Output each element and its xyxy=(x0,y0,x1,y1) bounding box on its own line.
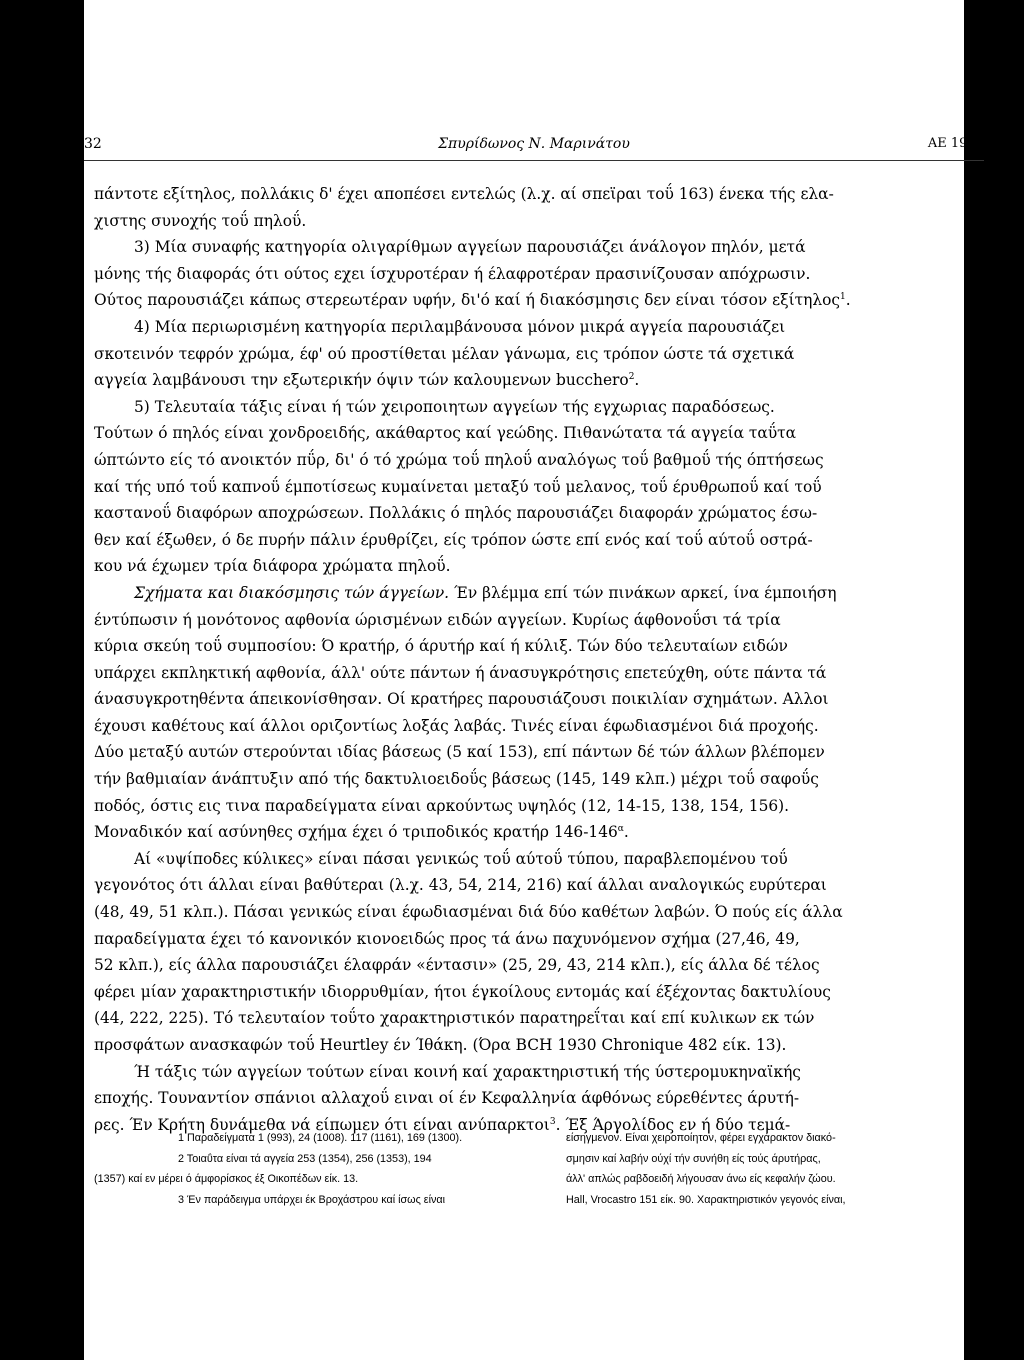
text-line: παραδείγματα έχει τό κανονικόν κιονοειδώς προς τά άνω παχυνόμενον σχήμα (27,46, 49, xyxy=(94,929,800,948)
text-line: ρες. Έν Κρήτη δυνάμεθα νά είπωμεν ότι είναι ανύπαρκτοι$^3$. Έξ Άργολίδος εν ή δύο τεμά- xyxy=(94,1115,791,1134)
text-line: (44, 222, 225). Τό τελευταίον τοΰτο χαρακτηριστικόν παρατηρεΐται καί επί κυλικων εκ τών xyxy=(94,1009,815,1028)
running-title: Σπυρίδωνος Ν. Μαρινάτου xyxy=(438,136,630,152)
footnote-line: άλλ' απλώς ραβδοειδή λήγουσαν άνω είς κεφαλήν ζώου. xyxy=(566,1173,836,1185)
main-text xyxy=(94,181,922,1138)
text-line: Ή τάξις τών αγγείων τούτων είναι κοινή καί χαρακτηριστική τής ύστερομυκηναϊκής xyxy=(134,1062,801,1081)
footnote-ref: 3 xyxy=(549,1116,556,1127)
text-line: ώπτώντο είς τό ανοικτόν πΰρ, δι' ό τό χρώμα τοΰ πηλοΰ αναλόγως τοΰ βαθμοΰ τής όπτήσεως xyxy=(94,450,824,469)
footnote-ref: 2 xyxy=(628,372,635,383)
footnotes-left-column xyxy=(94,1128,546,1210)
text-line: μόνης τής διαφοράς ότι ούτος εχει ίσχυροτέραν ή έλαφροτέραν πρασινίζουσαν απόχρωσιν. xyxy=(94,264,811,283)
text-line: Αί «υψίποδες κύλικες» είναι πάσαι γενικώς τοΰ αύτοΰ τύπου, παραβλεπομένου τοΰ xyxy=(134,849,788,868)
text-line: Ούτος παρουσιάζει κάπως στερεωτέραν υφήν, δι'ό καί ή διακόσμησις δεν είναι τόσον εξίτηλος$^1$. xyxy=(94,291,851,310)
footnote-line: 3 Έν παράδειγμα υπάρχει έκ Βροχάστρου καί ίσως είναι xyxy=(178,1193,446,1206)
text-line: έντύπωσιν ή μονότονος αφθονία ώρισμένων ειδών αγγείων. Κυρίως άφθονοΰσι τά τρία xyxy=(94,610,781,629)
text-line: υπάρχει εκπληκτική αφθονία, άλλ' ούτε πάντων ή άνασυγκρότησις επετεύχθη, ούτε πάντα τά xyxy=(94,663,827,682)
footnote-line: 1 Παραδείγματα 1 (993), 24 (1008). 117 (1161), 169 (1300). xyxy=(178,1132,463,1144)
footnote-ref: 1 xyxy=(839,292,846,303)
text-line: ποδός, όστις εις τινα παραδείγματα είναι αρκούντως υψηλός (12, 14-15, 138, 154, 156). xyxy=(94,796,790,815)
text-line: έχουσι καθέτους καί άλλοι οριζοντίως λοξάς λαβάς. Τινές είναι έφωδιασμένοι διά προχοής. xyxy=(94,716,819,735)
text-line: γεγονότος ότι άλλαι είναι βαθύτεραι (λ.χ. 43, 54, 214, 216) καί άλλαι αναλογικώς ευρύτεραι xyxy=(94,876,827,895)
footnote-line: 2 Τοιαΰτα είναι τά αγγεία 253 (1354), 256 (1353), 194 xyxy=(178,1152,432,1165)
page-number: 32 xyxy=(84,136,102,152)
footnote-line: σμησιν καί λαβήν ούχί τήν συνήθη είς τούς άρυτήρας, xyxy=(566,1152,821,1165)
text-line: Δύο μεταξύ αυτών στερούνται ιδίας βάσεως (5 καί 153), επί πάντων δέ τών άλλων βλέπομεν xyxy=(94,743,825,762)
superscript-alpha: α xyxy=(617,824,624,835)
footnote-line: είσηγμενον. Είναι χειροποίητον, φέρει εγχάρακτον διακό- xyxy=(566,1132,836,1144)
text-line: 52 κλπ.), είς άλλα παρουσιάζει έλαφράν «έντασιν» (25, 29, 43, 214 κλπ.), είς άλλα δέ τέλος xyxy=(94,956,820,975)
text-line: αγγεία λαμβάνουσι την εξωτερικήν όψιν τών καλουμενων bucchero$^2$. xyxy=(94,371,640,390)
journal-year: ΑΕ 1932 xyxy=(927,136,984,151)
running-header xyxy=(84,136,984,161)
text-line: πάντοτε εξίτηλος, πολλάκις δ' έχει αποπέσει εντελώς (λ.χ. αί σπεϊραι τοΰ 163) ένεκα τής ελα- xyxy=(94,185,834,203)
text-line: προσφάτων ανασκαφών τοΰ Heurtley έν Ίθάκη. (Όρα BCH 1930 Chronique 482 είκ. 13). xyxy=(94,1036,787,1054)
footnotes-right-column xyxy=(562,1128,922,1210)
text-line: 4) Μία περιωρισμένη κατηγορία περιλαμβάνουσα μόνον μικρά αγγεία παρουσιάζει xyxy=(134,317,786,336)
footnote-line: Hall, Vrocastro 151 είκ. 90. Χαρακτηριστικόν γεγονός είναι, xyxy=(566,1193,846,1206)
text-line: Μοναδικόν καί ασύνηθες σχήμα έχει ό τριποδικός κρατήρ $146-146^\alpha$. xyxy=(94,823,629,842)
text-line: κου νά έχωμεν τρία διάφορα χρώματα πηλοΰ. xyxy=(94,557,451,576)
text-line: Τούτων ό πηλός είναι χονδροειδής, ακάθαρτος καί γεώδης. Πιθανώτατα τά αγγεία ταΰτα xyxy=(94,424,797,443)
footnote-line: (1357) καί εν μέρει ό άμφορίσκος έξ Οικοπέδων είκ. 13. xyxy=(94,1173,359,1185)
text-line: φέρει μίαν χαρακτηριστικήν ιδιορρυθμίαν, ήτοι έγκοίλους εντομάς καί έξέχοντας δακτυλίους xyxy=(94,982,831,1001)
text-line: εποχής. Τουναντίον σπάνιοι αλλαχοΰ ειναι οί έν Κεφαλληνία άφθόνως εύρεθέντες άρυτή- xyxy=(94,1089,800,1108)
section-heading: Σχήματα και διακόσμησις τών άγγείων. xyxy=(134,583,450,602)
text-line: (48, 49, 51 κλπ.). Πάσαι γενικώς είναι έφωδιασμέναι διά δύο καθέτων λαβών. Ό πούς είς άλλα xyxy=(94,903,843,922)
text-line: 3) Μία συναφής κατηγορία ολιγαρίθμων αγγείων παρουσιάζει άνάλογον πηλόν, μετά xyxy=(134,238,806,257)
text-line: Σχήματα και διακόσμησις τών άγγείων. Έν βλέμμα επί τών πινάκων αρκεί, ίνα έμποιήση xyxy=(134,583,837,602)
text-line: καί τής υπό τοΰ καπνοΰ έμποτίσεως κυμαίνεται μεταξύ τοΰ μελανος, τοΰ έρυθρωποΰ καί τοΰ xyxy=(94,477,822,496)
text-line: άνασυγκροτηθέντα άπεικονίσθησαν. Οί κρατήρες παρουσιάζουσι ποικιλίαν σχημάτων. Αλλοι xyxy=(94,690,829,709)
text-line: καστανοΰ διαφόρων αποχρώσεων. Πολλάκις ό πηλός παρουσιάζει διαφοράν χρώματος έσω- xyxy=(94,504,818,523)
text-line: κύρια σκεύη τοΰ συμποσίου: Ό κρατήρ, ό άρυτήρ καί ή κύλιξ. Τών δύο τελευταίων ειδών xyxy=(94,637,788,656)
text-line: 5) Τελευταία τάξις είναι ή τών χειροποιητων αγγείων τής εγχωριας παραδόσεως. xyxy=(134,397,775,416)
text-line: θεν καί έξωθεν, ό δε πυρήν πάλιν έρυθρίζει, είς τρόπον ώστε επί ενός καί τοΰ αύτοΰ οστρά- xyxy=(94,530,813,549)
text-line: τήν βαθμιαίαν άνάπτυξιν από τής δακτυλιοειδοΰς βάσεως (145, 149 κλπ.) μέχρι τοΰ σαφοΰς xyxy=(94,770,819,789)
text-line: σκοτεινόν τεφρόν χρώμα, έφ' ού προστίθεται μέλαν γάνωμα, εις τρόπον ώστε τά σχετικά xyxy=(94,344,795,363)
text-line: χιστης συνοχής τοΰ πηλοΰ. xyxy=(94,211,307,230)
